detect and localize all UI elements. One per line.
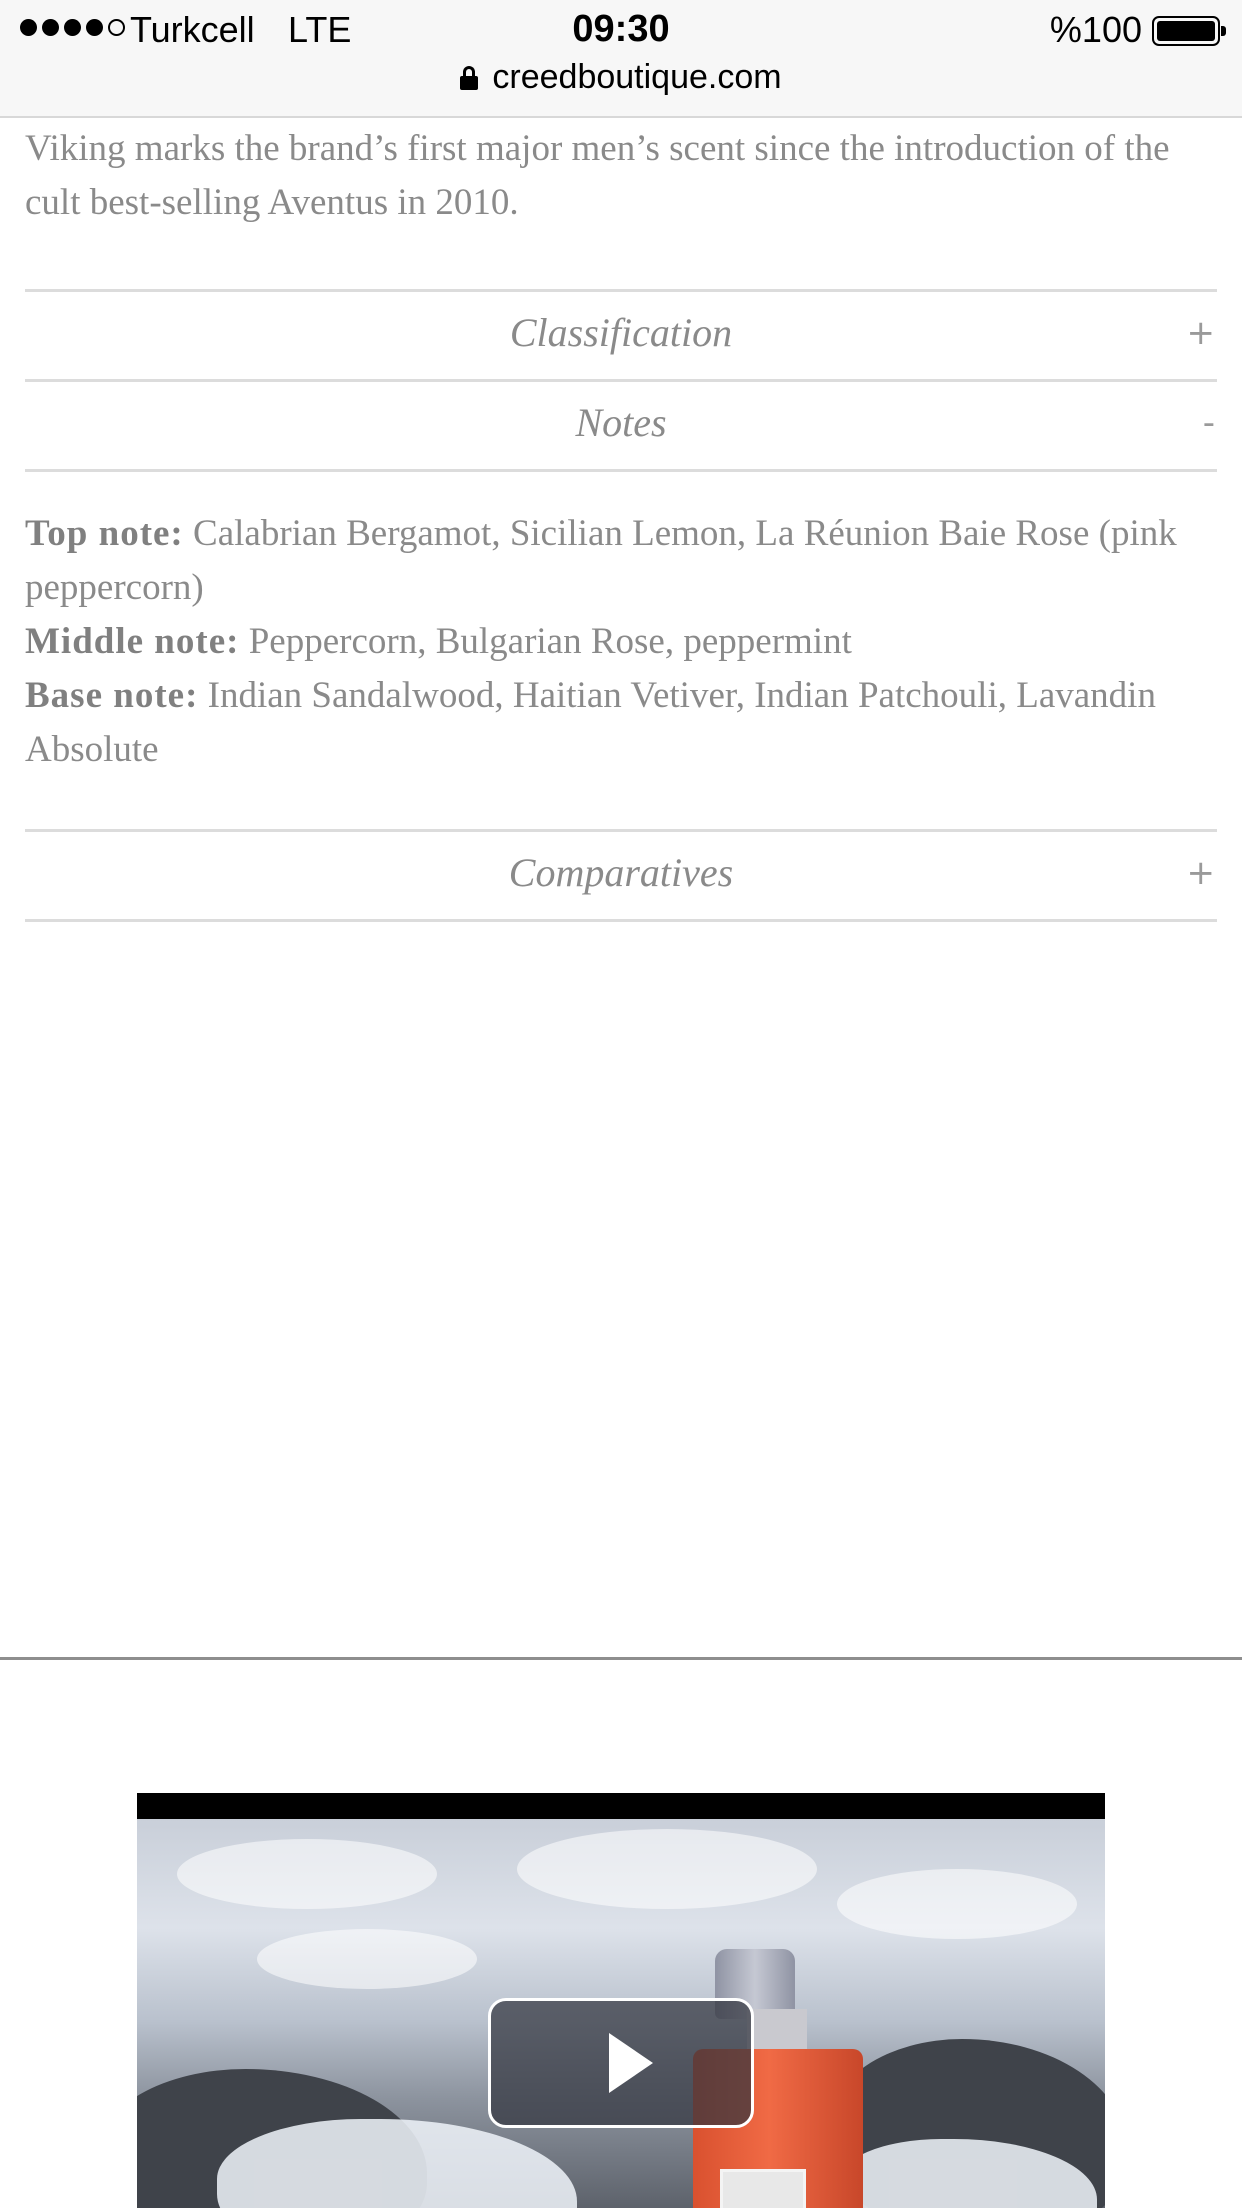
product-video[interactable]	[137, 1793, 1105, 2208]
base-note-label: Base note:	[25, 675, 199, 716]
divider	[25, 469, 1217, 472]
play-icon	[609, 2033, 653, 2093]
section-divider	[0, 1657, 1242, 1660]
status-clock: 09:30	[572, 8, 670, 50]
middle-note-label: Middle note:	[25, 621, 240, 662]
top-note-value: Calabrian Bergamot, Sicilian Lemon, La Réunion Baie Rose (pink peppercorn)	[25, 513, 1177, 608]
accordion-title: Notes	[575, 400, 667, 445]
accordion-notes[interactable]	[25, 380, 1217, 466]
product-description: Viking marks the brand’s first major men’s scent since the introduction of the cult best-selling Aventus in 2010.	[25, 128, 1170, 223]
base-note-value: Indian Sandalwood, Haitian Vetiver, Indian Patchouli, Lavandin Absolute	[25, 675, 1156, 770]
network-type: LTE	[288, 9, 352, 50]
top-note-label: Top note:	[25, 513, 184, 554]
expand-icon[interactable]: +	[1186, 853, 1215, 893]
accordion-title: Comparatives	[508, 850, 734, 895]
accordion-comparatives[interactable]	[25, 830, 1217, 916]
bottle-neck	[747, 2009, 807, 2053]
middle-note-value: Peppercorn, Bulgarian Rose, peppermint	[239, 621, 852, 662]
bottle-label	[720, 2169, 806, 2208]
carrier-name: Turkcell	[130, 9, 255, 50]
base-note	[25, 669, 1220, 777]
divider	[25, 919, 1217, 922]
accordion-classification[interactable]	[25, 290, 1217, 376]
play-button[interactable]	[488, 1998, 754, 2128]
expand-icon[interactable]: +	[1186, 313, 1215, 353]
battery-percentage: %100	[1049, 9, 1142, 50]
browser-top-bar	[0, 0, 1242, 118]
address-bar[interactable]	[0, 58, 1242, 97]
collapse-icon[interactable]: -	[1202, 403, 1215, 443]
top-note	[25, 507, 1220, 615]
lock-icon	[460, 66, 478, 90]
accordion-title: Classification	[509, 310, 733, 355]
url-text: creedboutique.com	[492, 58, 782, 96]
battery-icon	[1152, 16, 1220, 46]
notes-panel	[25, 507, 1220, 777]
middle-note	[25, 615, 1220, 669]
